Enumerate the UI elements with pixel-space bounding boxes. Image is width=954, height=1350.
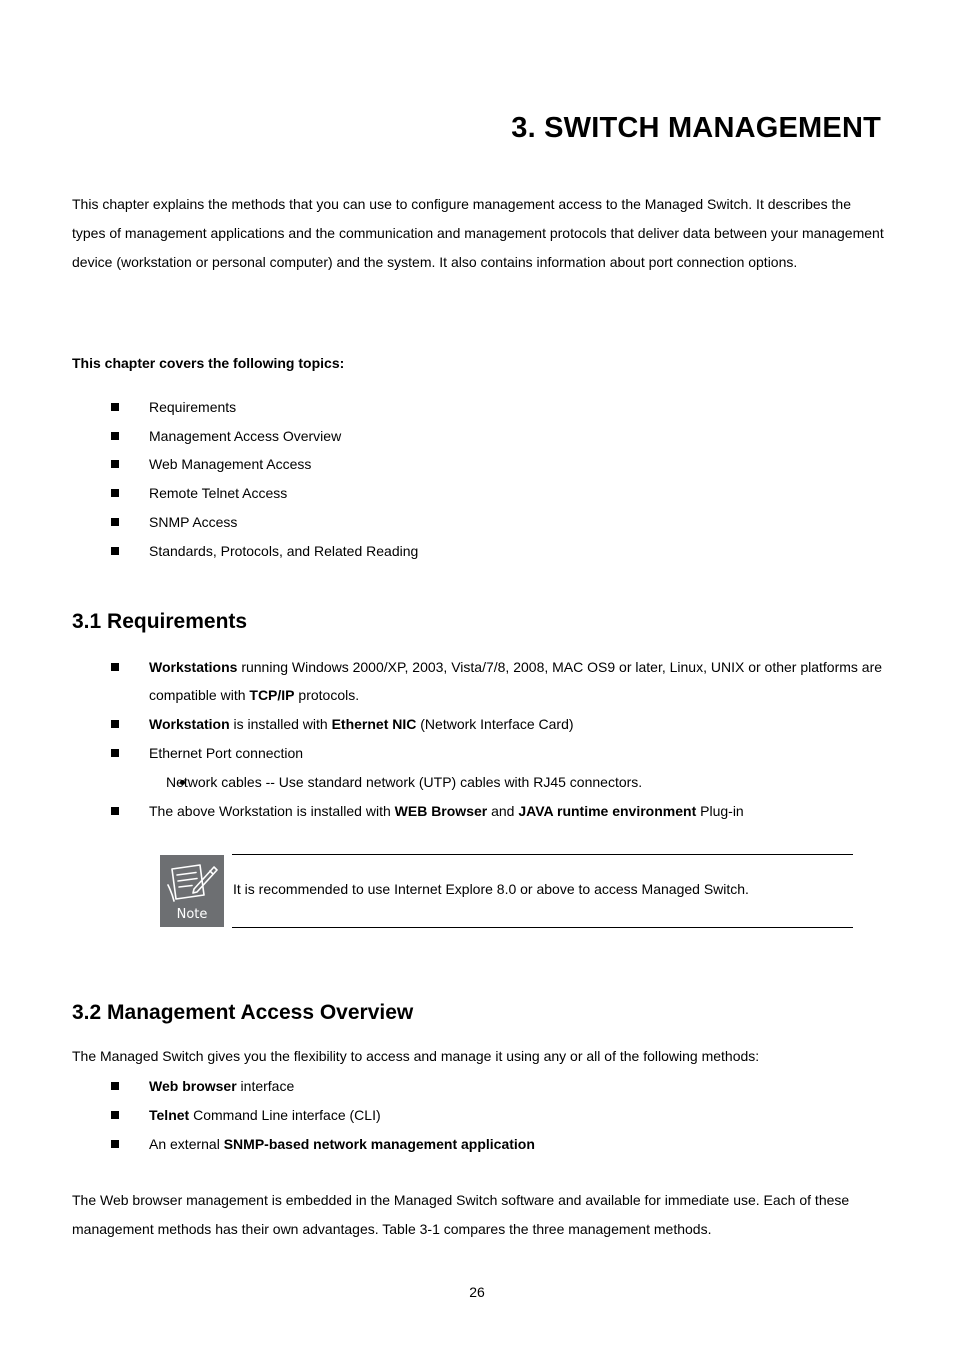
topics-heading: This chapter covers the following topics:: [72, 355, 345, 371]
section-heading-requirements: 3.1 Requirements: [72, 610, 248, 633]
square-bullet-icon: [111, 547, 119, 555]
chapter-title: 3. SWITCH MANAGEMENT: [511, 112, 881, 144]
square-bullet-icon: [111, 1140, 119, 1148]
note-icon: [160, 855, 224, 927]
chapter-intro: This chapter explains the methods that you can use to configure management access to the Managed Switch. It describes the types of management applications and the communication and management protocols that deliver data between your management device (workstation or personal computer) and the system. It also contains information about port connection options.: [72, 196, 884, 270]
note-divider-top: [232, 854, 853, 855]
note-divider-bottom: [232, 927, 853, 928]
square-bullet-icon: [111, 749, 119, 757]
note-label: Note: [176, 907, 208, 922]
square-bullet-icon: [111, 1082, 119, 1090]
square-bullet-icon: [111, 518, 119, 526]
closing-paragraph: The Web browser management is embedded in the Managed Switch software and available for immediate use. Each of these management methods has their own advantages. Table 3-1 compares the three management methods.: [72, 1192, 850, 1237]
square-bullet-icon: [111, 403, 119, 411]
section-intro: The Managed Switch gives you the flexibility to access and manage it using any or all of the following methods:: [72, 1048, 760, 1064]
square-bullet-icon: [111, 807, 119, 815]
square-bullet-icon: [111, 460, 119, 468]
section-heading-management-access: 3.2 Management Access Overview: [72, 1001, 414, 1024]
square-bullet-icon: [111, 1111, 119, 1119]
square-bullet-icon: [111, 663, 119, 671]
page-number: 26: [469, 1284, 485, 1300]
square-bullet-icon: [111, 720, 119, 728]
square-bullet-icon: [111, 432, 119, 440]
square-bullet-icon: [111, 489, 119, 497]
note-text: It is recommended to use Internet Explore 8.0 or above to access Managed Switch.: [233, 881, 749, 897]
